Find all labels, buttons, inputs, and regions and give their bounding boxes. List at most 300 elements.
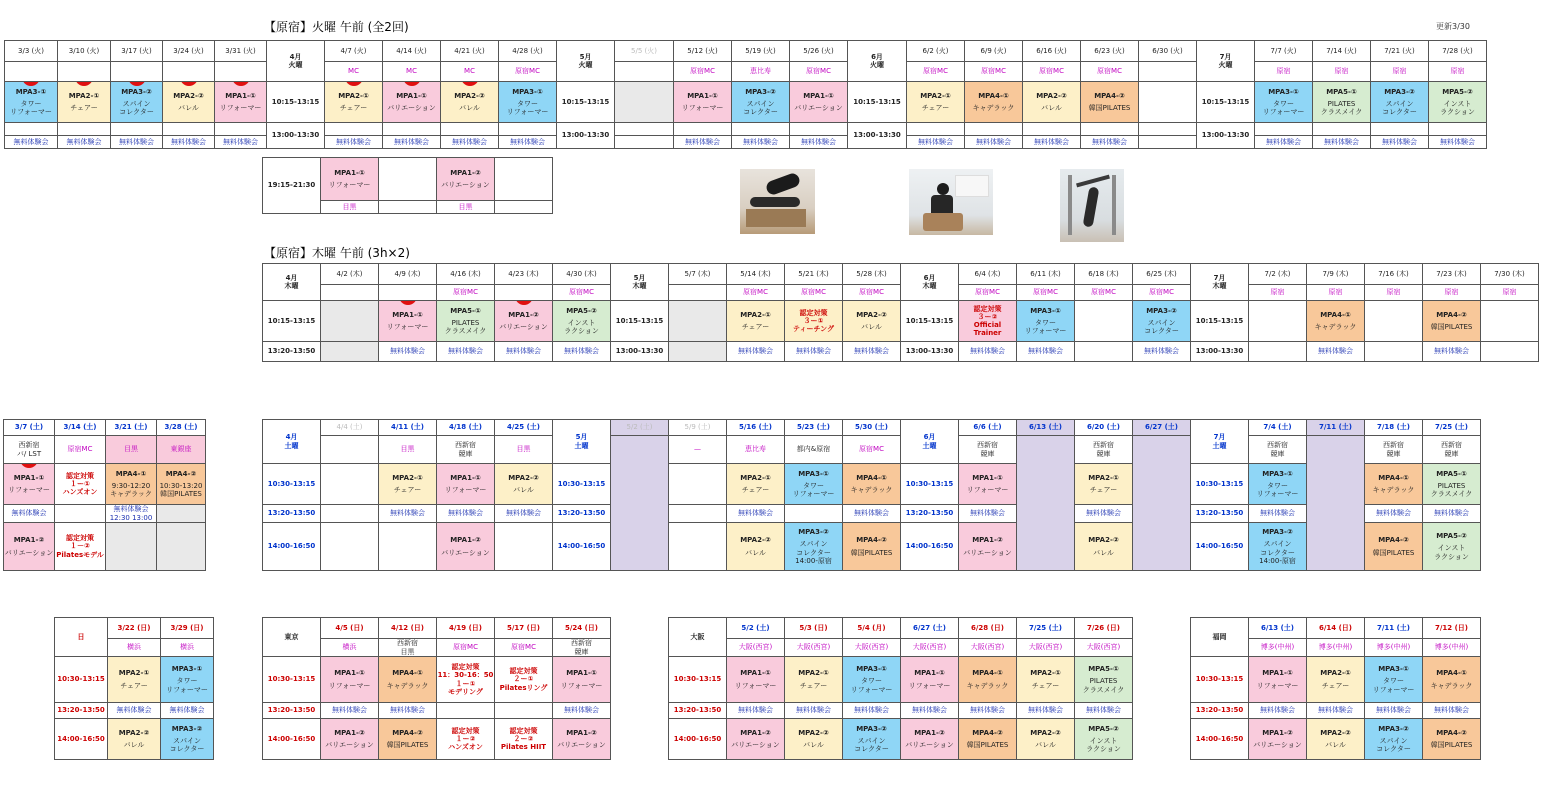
empty-cell — [674, 123, 732, 136]
class-cell — [843, 523, 901, 571]
class-content — [161, 665, 213, 693]
class-content — [1423, 729, 1480, 749]
location-cell: 原宿 — [1423, 285, 1481, 301]
date-header: 5/2 (土) — [611, 420, 669, 436]
location-cell — [669, 285, 727, 301]
class-content — [790, 92, 847, 112]
class-cell — [1023, 82, 1081, 123]
class-cell — [1423, 464, 1481, 505]
free-trial-label: 無料体験会 — [215, 136, 267, 149]
location-label: 横浜 — [342, 643, 357, 652]
class-code: MPA3-② — [1146, 306, 1177, 315]
class-content — [157, 470, 205, 498]
month-label: 6月 — [923, 433, 936, 442]
osaka-table — [668, 617, 1133, 760]
month-header — [1197, 41, 1255, 82]
class-subtitle: タワー リフォーマー — [166, 677, 208, 694]
class-cell — [437, 464, 495, 505]
region-label: 福岡 — [1191, 618, 1249, 657]
class-cell — [959, 657, 1017, 703]
class-code: MPA3-① — [856, 665, 887, 674]
free-trial-label: 無料体験会 — [1075, 703, 1133, 719]
free-trial-label: 無料体験会 — [5, 136, 58, 149]
location-cell: 原宿 — [1481, 285, 1539, 301]
class-cell — [157, 464, 206, 505]
location-cell: 原宿 — [1255, 62, 1313, 82]
month-label: 6月 — [871, 52, 883, 61]
month-label: 4月 — [289, 52, 302, 61]
class-subtitle: バレル — [459, 104, 480, 112]
time-label: 14:00-16:50 — [263, 719, 321, 760]
class-code: MPA1-① — [972, 473, 1003, 482]
month-label: 5月 — [633, 273, 646, 282]
class-code: MPA1-② — [508, 310, 539, 319]
class-subtitle: タワー リフォーマー — [850, 677, 893, 694]
class-content — [959, 474, 1016, 494]
class-content — [4, 536, 54, 556]
class-content — [55, 534, 105, 558]
class-subtitle: キャデラック — [386, 681, 429, 690]
class-subtitle: キャデラック — [972, 104, 1015, 112]
free-trial-label: 無料体験会 — [790, 136, 848, 149]
location-cell: 原宿MC — [1133, 285, 1191, 301]
class-content — [959, 305, 1016, 337]
location-cell — [553, 639, 611, 657]
location-label: 西新宿 バ/ LST — [16, 441, 42, 458]
class-content — [727, 311, 784, 331]
class-subtitle: リフォーマー — [8, 486, 50, 494]
date-header: 7/9 (木) — [1307, 264, 1365, 285]
free-trial-label: 無料体験会 — [1017, 342, 1075, 362]
class-content — [161, 725, 213, 753]
empty-cell — [907, 123, 965, 136]
empty-cell — [669, 464, 727, 505]
empty-cell — [157, 523, 206, 571]
class-content — [1017, 307, 1074, 335]
date-header: 3/31 (火) — [215, 41, 267, 62]
class-content — [1249, 528, 1306, 564]
class-cell — [1249, 464, 1307, 505]
class-cell — [732, 82, 790, 123]
location-cell: 原宿MC — [1017, 285, 1075, 301]
location-label: 博多(中州) — [1434, 643, 1469, 652]
date-header: 3/29 (日) — [161, 618, 214, 639]
class-code: MPA1-① — [225, 91, 256, 100]
time-label: 10:30-13:15 — [263, 464, 321, 505]
location-cell — [785, 639, 843, 657]
class-content — [1307, 311, 1364, 331]
class-content — [843, 725, 900, 753]
location-cell: 原宿 — [1307, 285, 1365, 301]
free-trial-label: 無料体験会 — [727, 342, 785, 362]
time-label: 10:15-13:15 — [267, 82, 325, 123]
full-badge — [461, 82, 479, 87]
empty-cell — [615, 123, 674, 136]
class-content — [1249, 669, 1306, 689]
location-cell: 原宿MC — [499, 62, 557, 82]
class-cell — [495, 301, 553, 342]
date-header: 3/17 (火) — [111, 41, 163, 62]
class-cell — [959, 719, 1017, 760]
date-header: 7/12 (日) — [1423, 618, 1481, 639]
class-content — [4, 474, 54, 494]
location-cell — [321, 436, 379, 464]
free-trial-label: 無料体験会 — [959, 703, 1017, 719]
class-content — [383, 92, 440, 112]
class-cell — [437, 523, 495, 571]
class-content — [215, 92, 266, 112]
class-code: MPA3-② — [745, 87, 776, 96]
month-header — [263, 420, 321, 464]
class-content — [1017, 729, 1074, 749]
class-subtitle: スパイン コレクター 14:00-原宿 — [1259, 540, 1296, 565]
time-label: 13:20-13:50 — [669, 703, 727, 719]
class-cell — [379, 719, 437, 760]
location-label: 目黒 — [516, 445, 531, 454]
class-subtitle: PILATES クラスメイク — [1320, 99, 1363, 117]
location-cell: 原宿 — [1429, 62, 1487, 82]
date-header: 7/25 (土) — [1423, 420, 1481, 436]
date-header: 6/14 (日) — [1307, 618, 1365, 639]
location-label: 横浜 — [180, 643, 194, 652]
class-subtitle: ハンズオン — [448, 743, 483, 752]
empty-cell — [111, 123, 163, 136]
class-content — [325, 92, 382, 112]
full-badge — [399, 301, 417, 306]
class-code: MPA3-② — [798, 528, 829, 537]
class-cell — [495, 719, 553, 760]
class-code: MPA2-① — [68, 91, 100, 100]
class-cell — [959, 464, 1017, 505]
location-cell: MC — [325, 62, 383, 82]
class-code: MPA1-② — [972, 536, 1003, 545]
date-header: 5/21 (木) — [785, 264, 843, 285]
free-trial-label — [55, 505, 106, 523]
free-trial-label: 無料体験会 — [495, 342, 553, 362]
location-label: 原宿MC — [859, 445, 884, 454]
class-content — [901, 669, 958, 689]
location-cell — [379, 285, 437, 301]
class-cell — [727, 523, 785, 571]
location-cell: 原宿 — [1249, 285, 1307, 301]
class-content — [901, 729, 958, 749]
full-badge — [75, 82, 93, 87]
class-cell — [215, 82, 267, 123]
time-label: 10:30-13:15 — [1191, 657, 1249, 703]
saturday-march-table — [3, 419, 206, 571]
location-cell — [1249, 639, 1307, 657]
class-subtitle: チェアー — [799, 681, 828, 690]
class-code: MPA1-① — [334, 669, 365, 678]
class-subtitle: バリエーション — [499, 323, 548, 331]
free-trial-label: 無料体験会 — [111, 136, 163, 149]
class-cell — [959, 301, 1017, 342]
class-subtitle: リフォーマー — [328, 681, 371, 690]
location-cell — [163, 62, 215, 82]
class-content — [1075, 536, 1132, 556]
full-badge — [22, 82, 40, 87]
class-subtitle: スパイン コレクター 14:00-原宿 — [795, 540, 832, 565]
time-label: 14:00-16:50 — [1191, 719, 1249, 760]
free-trial-label: 無料体験会 — [161, 703, 214, 719]
class-code: 認定対策 11：30-16：50 １ー① — [437, 663, 494, 688]
location-cell — [379, 436, 437, 464]
location-cell — [1423, 639, 1481, 657]
class-code: MPA4-② — [392, 728, 423, 737]
class-code: MPA3-① — [1262, 469, 1293, 478]
free-trial-label: 無料体験会 — [674, 136, 732, 149]
class-subtitle: チェアー — [1031, 681, 1060, 690]
time-label: 13:20-13:50 — [263, 505, 321, 523]
class-content — [965, 92, 1022, 112]
class-content — [1075, 474, 1132, 494]
location-cell — [1365, 436, 1423, 464]
class-subtitle: バレル — [745, 548, 766, 557]
time-label: 13:00-13:30 — [611, 342, 669, 362]
class-code: MPA2-② — [1030, 728, 1061, 737]
time-label: 13:00-13:30 — [1197, 123, 1255, 149]
date-header: 6/13 (土) — [1249, 618, 1307, 639]
location-label: 大阪(西宮) — [970, 643, 1005, 652]
free-trial-label: 無料体験会 — [1371, 136, 1429, 149]
class-subtitle: バリエーション — [325, 741, 374, 749]
class-subtitle: 9:30-12:20 キャデラック — [110, 481, 152, 499]
class-content — [959, 669, 1016, 689]
class-subtitle: インスト ラクション — [1434, 544, 1469, 561]
class-subtitle: 韓国PILATES — [1088, 104, 1131, 112]
class-content — [1423, 470, 1480, 498]
location-cell: 原宿MC — [437, 285, 495, 301]
class-subtitle: インスト ラクション — [1440, 99, 1475, 117]
empty-cell — [1133, 436, 1191, 571]
date-header: 4/21 (火) — [441, 41, 499, 62]
empty-cell — [1313, 123, 1371, 136]
location-cell — [55, 436, 106, 464]
class-cell — [1423, 301, 1481, 342]
location-label: 博多(中州) — [1260, 643, 1295, 652]
class-cell — [58, 82, 111, 123]
class-code: MPA2-① — [338, 91, 369, 100]
empty-cell — [1249, 301, 1307, 342]
location-cell — [1139, 62, 1197, 82]
free-trial-label: 無料体験会 — [379, 703, 437, 719]
location-cell: 目黒 — [437, 201, 495, 214]
date-header: 3/10 (火) — [58, 41, 111, 62]
class-subtitle: バレル — [1093, 548, 1114, 557]
date-header: 6/28 (日) — [959, 618, 1017, 639]
location-cell — [727, 436, 785, 464]
free-trial-label: 無料体験会 — [843, 342, 901, 362]
class-subtitle: バリエーション — [557, 741, 606, 749]
class-code: MPA2-① — [798, 669, 829, 678]
class-code: MPA5-② — [1088, 724, 1119, 733]
class-cell — [553, 301, 611, 342]
class-code: MPA4-② — [1094, 91, 1125, 100]
date-header: 6/23 (火) — [1081, 41, 1139, 62]
free-trial-label: 無料体験会 — [785, 342, 843, 362]
class-subtitle: バリエーション — [794, 104, 843, 112]
weekday-label: 土曜 — [574, 441, 589, 450]
time-label: 13:20-13:50 — [263, 342, 321, 362]
location-cell — [437, 639, 495, 657]
free-trial-label — [1365, 342, 1423, 362]
month-header — [611, 264, 669, 301]
class-cell — [1429, 82, 1487, 123]
class-code: MPA4-② — [856, 536, 887, 545]
class-content — [674, 92, 731, 112]
class-code: MPA1-① — [566, 669, 597, 678]
location-label: 西新宿 競庫 — [977, 441, 998, 458]
month-label: 7月 — [1213, 273, 1226, 282]
weekday-label: 木曜 — [632, 282, 647, 290]
time-label: 14:00-16:50 — [669, 719, 727, 760]
class-code: MPA3-① — [1268, 87, 1299, 96]
location-cell — [108, 639, 161, 657]
date-header: 7/4 (土) — [1249, 420, 1307, 436]
class-cell — [1081, 82, 1139, 123]
class-code: MPA5-① — [1436, 469, 1467, 478]
free-trial-label: 無料体験会 — [58, 136, 111, 149]
class-code: MPA3-② — [1384, 87, 1415, 96]
pilates-photo-1 — [740, 169, 815, 234]
free-trial-label — [1075, 342, 1133, 362]
free-trial-label — [4, 505, 55, 523]
free-trial-label: 無料体験会 — [1081, 136, 1139, 149]
class-code: MPA2-② — [118, 728, 150, 737]
class-cell — [1307, 657, 1365, 703]
class-cell — [106, 464, 157, 505]
class-content — [843, 474, 900, 494]
location-cell: 原宿 — [1371, 62, 1429, 82]
weekday-label: 木曜 — [1212, 282, 1227, 290]
date-header: 4/16 (木) — [437, 264, 495, 285]
location-cell — [1365, 639, 1423, 657]
class-cell — [1249, 657, 1307, 703]
class-content — [727, 669, 784, 689]
weekday-label: 火曜 — [870, 61, 884, 69]
time-label: 13:20-13:50 — [263, 703, 321, 719]
class-subtitle: バリエーション — [1253, 741, 1302, 749]
location-cell — [161, 639, 214, 657]
class-code: MPA1-② — [13, 536, 45, 545]
class-cell — [965, 82, 1023, 123]
date-header: 6/9 (火) — [965, 41, 1023, 62]
class-cell — [901, 657, 959, 703]
month-header — [553, 420, 611, 464]
class-subtitle: バリエーション — [4, 548, 54, 557]
free-trial-label: 無料体験会 — [1365, 505, 1423, 523]
date-header: 6/16 (火) — [1023, 41, 1081, 62]
empty-cell — [321, 523, 379, 571]
class-cell — [727, 464, 785, 505]
class-code: MPA4-① — [392, 669, 423, 678]
class-subtitle: ハンズオン — [62, 488, 98, 497]
date-header: 6/27 (土) — [1133, 420, 1191, 436]
free-trial-label — [615, 136, 674, 149]
free-trial-label — [785, 505, 843, 523]
free-trial-label: 無料体験会 — [727, 505, 785, 523]
class-content — [1307, 729, 1364, 749]
class-code: MPA1-② — [450, 536, 481, 545]
month-header — [557, 41, 615, 82]
location-cell: 原宿 — [1313, 62, 1371, 82]
location-label: 大阪(西宮) — [1086, 643, 1121, 652]
class-code: MPA3-② — [171, 724, 203, 733]
class-code: 認定対策 ２ー① — [509, 667, 538, 684]
location-label: 横浜 — [127, 643, 141, 652]
free-trial-label: 無料体験会 — [441, 136, 499, 149]
class-code: MPA5-② — [1442, 87, 1473, 96]
class-cell — [1307, 719, 1365, 760]
class-content — [785, 528, 842, 564]
free-trial-label: 無料体験会 — [325, 136, 383, 149]
class-cell — [1365, 719, 1423, 760]
date-header: 3/24 (火) — [163, 41, 215, 62]
time-label: 10:15-13:15 — [611, 301, 669, 342]
date-header: 3/14 (土) — [55, 420, 106, 436]
full-badge — [515, 301, 533, 306]
class-cell — [553, 657, 611, 703]
class-cell — [108, 719, 161, 760]
time-label: 10:30-13:15 — [55, 657, 108, 703]
class-cell — [1365, 523, 1423, 571]
empty-cell — [321, 301, 379, 342]
pilates-photo-3 — [1060, 169, 1124, 242]
weekday-label: 土曜 — [1212, 441, 1227, 450]
class-subtitle: チェアー — [741, 486, 770, 494]
location-label: 博多(中州) — [1318, 643, 1353, 652]
location-label: 西新宿 競庫 — [455, 441, 476, 458]
empty-cell — [441, 123, 499, 136]
class-subtitle: PILATES クラスメイク — [1430, 481, 1473, 499]
class-cell — [785, 523, 843, 571]
class-subtitle: スパイン コレクター — [1376, 736, 1411, 754]
class-code: MPA2-② — [1088, 536, 1119, 545]
class-subtitle: バレル — [123, 741, 145, 749]
class-content — [379, 474, 436, 494]
location-cell: 原宿MC — [790, 62, 848, 82]
class-cell — [55, 523, 106, 571]
class-content — [785, 470, 842, 498]
class-subtitle: タワー リフォーマー — [10, 99, 52, 117]
time-label: 13:00-13:30 — [267, 123, 325, 149]
class-content — [321, 669, 378, 689]
class-subtitle: スパイン コレクター — [1144, 318, 1179, 336]
tuesday-table — [4, 40, 1487, 149]
location-cell: 原宿MC — [727, 285, 785, 301]
time-label: 10:15-13:15 — [1197, 82, 1255, 123]
full-badge — [128, 82, 146, 87]
class-subtitle: リフォーマー — [734, 681, 777, 690]
class-content — [495, 474, 552, 494]
class-code: MPA1-① — [914, 669, 945, 678]
date-header: 5/14 (木) — [727, 264, 785, 285]
class-code: MPA4-① — [856, 473, 887, 482]
class-code: MPA1-① — [740, 669, 771, 678]
date-header: 6/18 (木) — [1075, 264, 1133, 285]
time-label: 13:00-13:30 — [557, 123, 615, 149]
free-trial-label: 無料体験会 — [1423, 703, 1481, 719]
date-header: 7/23 (木) — [1423, 264, 1481, 285]
time-label: 19:15-21:30 — [263, 158, 321, 214]
location-cell — [4, 436, 55, 464]
date-header: 4/7 (火) — [325, 41, 383, 62]
free-trial-label: 無料体験会 — [1255, 136, 1313, 149]
date-header: 4/12 (日) — [379, 618, 437, 639]
class-cell — [843, 464, 901, 505]
class-cell — [437, 158, 495, 201]
class-code: MPA1-① — [803, 91, 834, 100]
